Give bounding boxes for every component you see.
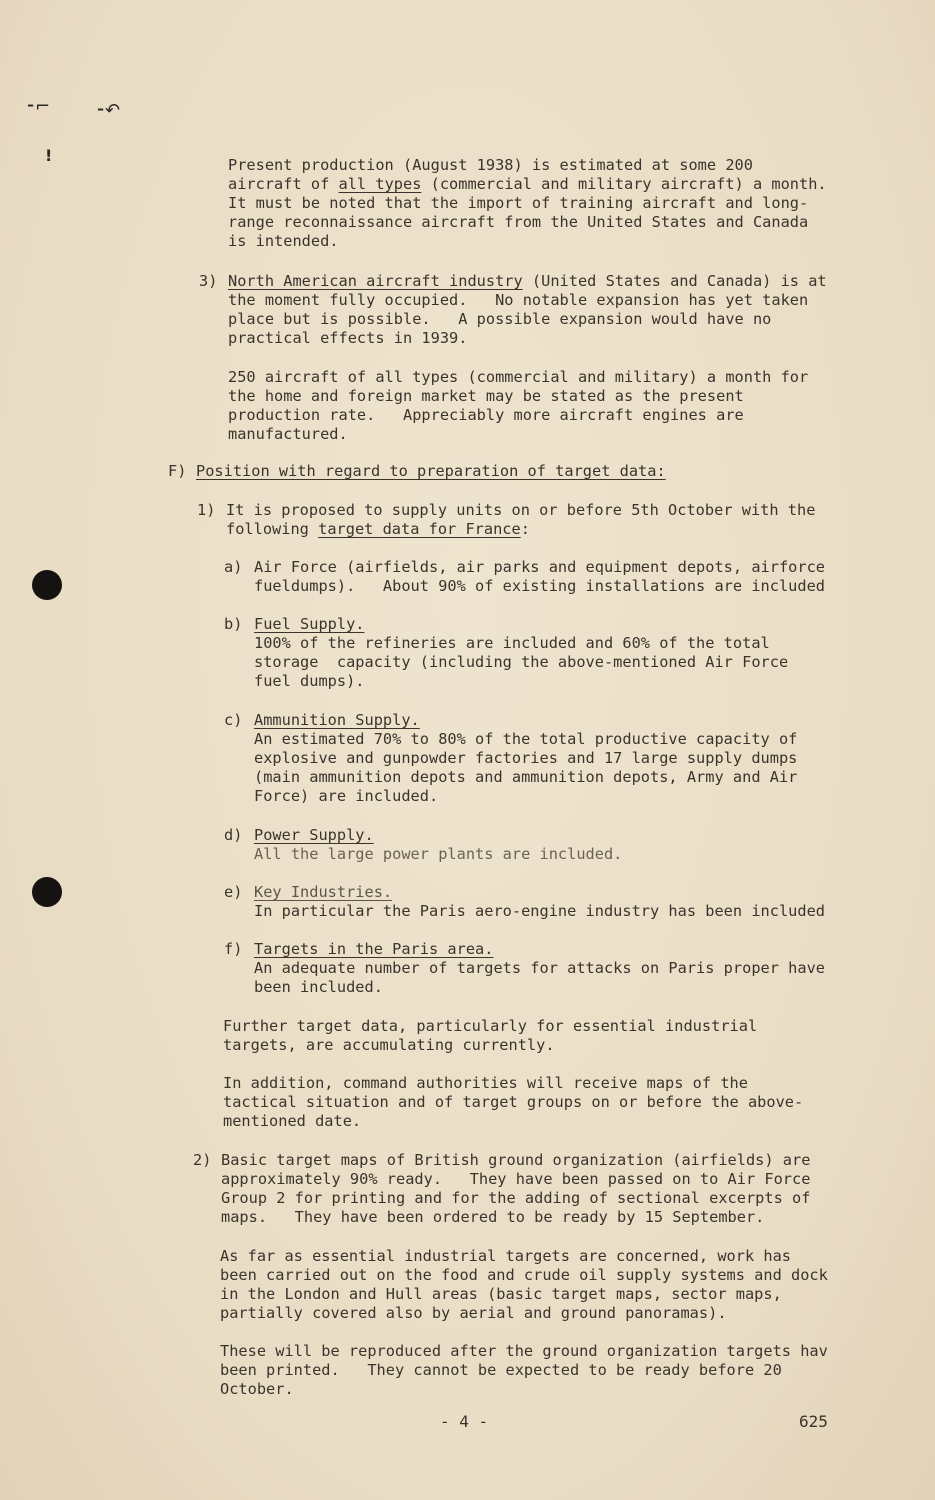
page-number: - 4 -	[440, 1412, 489, 1431]
f2-number: 2)	[193, 1151, 212, 1169]
item-d-title: Power Supply.	[254, 826, 374, 844]
further-target-data-paragraph: Further target data, particularly for essential industrial targets, are accumulating currently.	[223, 1017, 758, 1054]
item-c-label: c)	[224, 711, 243, 729]
item-3-title: North American aircraft industry	[228, 272, 523, 290]
item-b-title: Fuel Supply.	[254, 615, 365, 633]
item-b-label: b)	[224, 615, 243, 633]
item-f-title: Targets in the Paris area.	[254, 940, 494, 958]
document-number: 625	[799, 1412, 828, 1431]
item-a-paragraph: Air Force (airfields, air parks and equipment depots, airforce fueldumps). About 90% of existing installations are included	[254, 558, 825, 595]
f1-paragraph: It is proposed to supply units on or before 5th October with the following target data for France:	[226, 501, 816, 538]
item-e-paragraph: Key Industries. In particular the Paris aero-engine industry has been included	[254, 883, 825, 920]
essential-targets-paragraph: As far as essential industrial targets are concerned, work has been carried out on the food and crude oil supply systems and dock in the London and Hull areas (basic target maps, sector maps, partially covered also by aerial and ground panoramas).	[220, 1247, 828, 1322]
addition-paragraph: In addition, command authorities will receive maps of the tactical situation and of target groups on or before the above- mentioned date.	[223, 1074, 804, 1130]
item-3-number: 3)	[199, 272, 218, 290]
f1-number: 1)	[197, 501, 216, 519]
item-e-title: Key Industries.	[254, 883, 393, 901]
item-d-label: d)	[224, 826, 243, 844]
reproduction-paragraph: These will be reproduced after the ground organization targets hav been printed. They cannot be expected to be ready before 20 October.	[220, 1342, 828, 1398]
section-f-label: F)	[168, 462, 187, 480]
handwritten-arrow-mark: ⁃↶	[96, 100, 121, 121]
item-3-paragraph: North American aircraft industry (United States and Canada) is at the moment fully occupied. No notable expansion has yet taken place but is possible. A possible expansion would have no practical effects in 1939.	[228, 272, 827, 347]
punch-hole-bottom	[32, 877, 62, 907]
item-d-paragraph: Power Supply. All the large power plants are included.	[254, 826, 623, 863]
handwritten-mark: ⁃⌐	[26, 96, 51, 117]
punch-hole-top	[32, 570, 62, 600]
item-a-label: a)	[224, 558, 243, 576]
target-data-france: target data for France	[318, 520, 521, 538]
f2-paragraph: Basic target maps of British ground organization (airfields) are approximately 90% ready. They have been passed on to Air Force Group 2 for printing and for the adding of sectional excerpts of maps. They have been ordered to be ready by 15 September.	[221, 1151, 811, 1226]
section-f-heading: Position with regard to preparation of target data:	[196, 462, 666, 480]
intro-paragraph: Present production (August 1938) is estimated at some 200 aircraft of all types (commercial and military aircraft) a month. It must be noted that the import of training aircraft and long- range reconnaissance aircraft from the United States and Canada is intended.	[228, 156, 827, 250]
item-f-paragraph: Targets in the Paris area. An adequate number of targets for attacks on Paris proper have been included.	[254, 940, 825, 996]
item-3-production-paragraph: 250 aircraft of all types (commercial and military) a month for the home and foreign market may be stated as the present production rate. Appreciably more aircraft engines are manufactured.	[228, 368, 809, 443]
item-e-label: e)	[224, 883, 243, 901]
item-b-paragraph: Fuel Supply. 100% of the refineries are included and 60% of the total storage capacity (including the above-mentioned Air Force fuel dumps).	[254, 615, 789, 690]
item-c-paragraph: Ammunition Supply. An estimated 70% to 80% of the total productive capacity of explosive and gunpowder factories and 17 large supply dumps (main ammunition depots and ammunition depots, Army and Air Force) are included.	[254, 711, 798, 805]
handwritten-tick-mark: !	[45, 146, 53, 165]
all-types-emphasis: all types	[338, 175, 422, 193]
item-f-label: f)	[224, 940, 243, 958]
item-c-title: Ammunition Supply.	[254, 711, 420, 729]
